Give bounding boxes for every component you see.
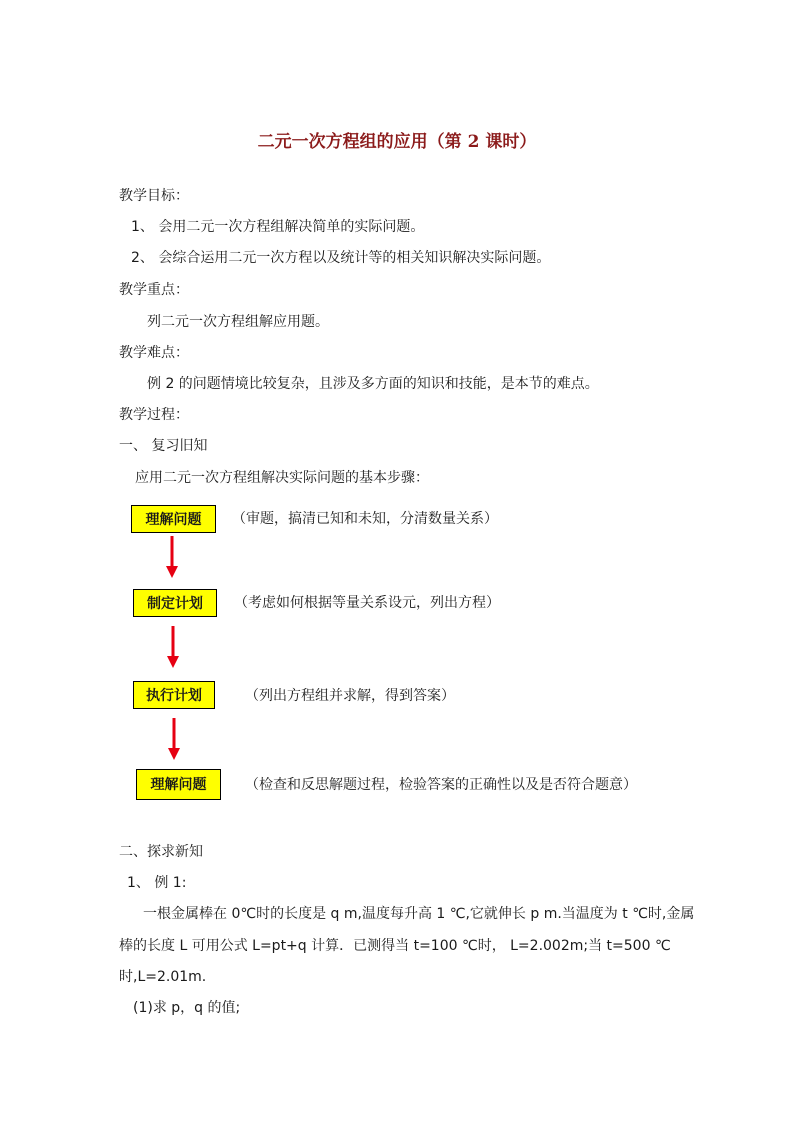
step-note: （检查和反思解题过程，检验答案的正确性以及是否符合题意） [245,777,637,793]
process-heading: 教学过程： [119,407,189,423]
difficulty-heading: 教学难点： [119,345,189,361]
example-line: 一根金属棒在 0℃时的长度是 q m,温度每升高 1 ℃,它就伸长 p m.当温度为 t ℃时,金属 [143,906,695,922]
objective-item: 2、 会综合运用二元一次方程以及统计等的相关知识解决实际问题。 [131,250,551,266]
example-line: 时,L=2.01m. [119,969,207,985]
section-new-heading: 二、探求新知 [119,844,203,860]
example-label: 1、 例 1: [127,875,187,891]
section-review-heading: 一、 复习旧知 [119,438,208,454]
objectives-heading: 教学目标： [119,188,189,204]
down-arrow-icon [165,626,181,670]
down-arrow-icon [166,718,182,762]
difficulty-text: 例 2 的问题情境比较复杂，且涉及多方面的知识和技能，是本节的难点。 [147,376,599,392]
step-box-understand: 理解问题 [131,505,216,533]
step-box-review: 理解问题 [136,769,221,800]
down-arrow-icon [164,536,180,580]
key-point: 列二元一次方程组解应用题。 [147,314,329,330]
step-box-plan: 制定计划 [133,589,217,617]
example-line: 棒的长度 L 可用公式 L=pt+q 计算．已测得当 t=100 ℃时， L=2.002m;当 t=500 ℃ [119,938,671,954]
question-1: (1)求 p，q 的值; [133,1000,241,1016]
page-title: 二元一次方程组的应用（第 2 课时） [257,132,537,152]
step-box-execute: 执行计划 [133,681,215,709]
key-heading: 教学重点： [119,282,189,298]
step-note: （审题，搞清已知和未知，分清数量关系） [232,511,498,527]
objective-item: 1、 会用二元一次方程组解决简单的实际问题。 [131,219,425,235]
step-note: （列出方程组并求解，得到答案） [245,688,455,704]
step-note: （考虑如何根据等量关系设元，列出方程） [234,595,500,611]
steps-intro: 应用二元一次方程组解决实际问题的基本步骤： [135,470,429,486]
